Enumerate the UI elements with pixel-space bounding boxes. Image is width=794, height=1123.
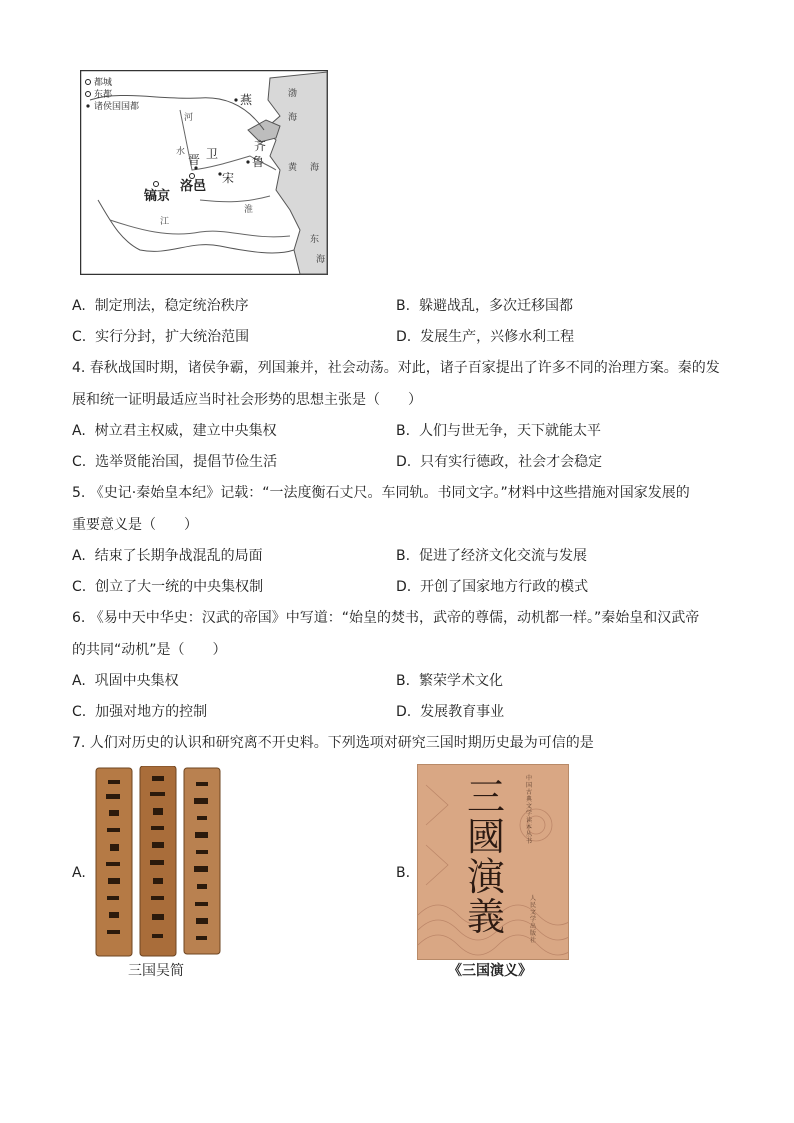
q3-option-d-letter: D. [396, 329, 412, 345]
q3-option-c[interactable] [72, 327, 249, 347]
label-huai: 淮 [244, 205, 254, 215]
q5-option-d-letter: D. [396, 579, 412, 595]
q5-option-b[interactable] [396, 546, 587, 566]
q5-option-c-letter: C. [72, 579, 87, 595]
label-qi: 齐 [254, 139, 267, 153]
label-jin: 晋 [188, 153, 201, 167]
label-bo: 渤 [288, 89, 298, 99]
q6-stem-line1: 6. 《易中天中华史：汉武的帝国》中写道：“始皇的焚书，武帝的尊儒，动机都一样。”秦始皇和汉武帝 [72, 610, 700, 626]
wu-bamboo-slips-image [92, 766, 224, 958]
cover-series-text: 中国古典文学读本丛书 [526, 775, 533, 845]
q7-option-b-letter[interactable]: B. [396, 865, 411, 881]
map-figure [80, 70, 328, 275]
label-lu: 鲁 [252, 155, 265, 169]
cover-title: 三國演義 [466, 775, 505, 939]
q3-option-a-letter: A. [72, 298, 86, 314]
q3-option-d[interactable] [396, 327, 574, 347]
legend-vassal-capital: 诸侯国国都 [94, 102, 140, 112]
q4-option-a-text: 树立君主权威，建立中央集权 [94, 423, 277, 439]
label-wei: 卫 [206, 147, 219, 161]
map-svg [80, 70, 328, 275]
q4-option-c-text: 选举贤能治国，提倡节俭生活 [95, 454, 278, 470]
q5-option-a-text: 结束了长期争战混乱的局面 [94, 548, 263, 564]
bamboo-slip-3 [184, 768, 220, 954]
q3-option-a[interactable] [72, 296, 249, 316]
q6-stem-line2: 的共同“动机”是（ ） [72, 642, 227, 658]
q6-option-c-text: 加强对地方的控制 [95, 704, 208, 720]
q7-option-a-letter[interactable]: A. [72, 865, 86, 881]
q4-stem-line2: 展和统一证明最适应当时社会形势的思想主张是（ ） [72, 392, 422, 408]
legend-east-capital: 东都 [94, 90, 113, 100]
label-shui: 水 [176, 147, 186, 157]
label-huang: 黄 [288, 163, 298, 173]
lu-dot [246, 160, 249, 163]
q3-option-c-letter: C. [72, 329, 87, 345]
q3-option-a-text: 制定刑法，稳定统治秩序 [94, 298, 249, 314]
q3-option-d-text: 发展生产，兴修水利工程 [420, 329, 575, 345]
label-dong: 东 [310, 235, 320, 245]
label-jiang: 江 [160, 217, 170, 227]
yan-dot [234, 98, 237, 101]
bamboo-slips-svg [92, 766, 224, 958]
label-bohai-hai: 海 [288, 113, 298, 123]
q6-option-a-text: 巩固中央集权 [94, 673, 179, 689]
q3-option-b-letter: B. [396, 298, 411, 314]
q3-option-b-text: 躲避战乱，多次迁移国都 [418, 298, 573, 314]
q5-option-d-text: 开创了国家地方行政的模式 [420, 579, 589, 595]
q6-option-d[interactable] [396, 702, 504, 722]
q5-option-a-letter: A. [72, 548, 86, 564]
q4-option-a[interactable] [72, 421, 277, 441]
q6-option-a-letter: A. [72, 673, 86, 689]
q3-option-c-text: 实行分封，扩大统治范围 [95, 329, 250, 345]
q6-option-b[interactable] [396, 671, 503, 691]
q6-option-d-letter: D. [396, 704, 412, 720]
q4-option-c[interactable] [72, 452, 277, 472]
sanguo-yanyi-cover-image [417, 764, 569, 960]
q5-stem-line2: 重要意义是（ ） [72, 517, 198, 533]
label-huanghai-hai: 海 [310, 163, 320, 173]
q7-option-a-caption: 三国吴简 [128, 963, 184, 979]
q4-option-b-letter: B. [396, 423, 411, 439]
q4-option-b-text: 人们与世无争，天下就能太平 [418, 423, 601, 439]
label-donghai-hai: 海 [316, 255, 326, 265]
q6-option-c[interactable] [72, 702, 207, 722]
q6-option-a[interactable] [72, 671, 179, 691]
q5-option-b-text: 促进了经济文化交流与发展 [418, 548, 587, 564]
q4-option-b[interactable] [396, 421, 601, 441]
q4-option-d-text: 只有实行德政，社会才会稳定 [420, 454, 603, 470]
q7-option-b-caption: 《三国演义》 [448, 963, 532, 979]
q5-option-c-text: 创立了大一统的中央集权制 [95, 579, 264, 595]
legend-vassal-symbol [86, 104, 89, 107]
q5-stem-line1: 5. 《史记·秦始皇本纪》记载：“一法度衡石丈尺。车同轨。书同文字。”材料中这些措施对国家发展的 [72, 485, 690, 501]
label-he: 河 [184, 113, 194, 123]
q4-option-d-letter: D. [396, 454, 412, 470]
q6-option-d-text: 发展教育事业 [420, 704, 505, 720]
q5-option-a[interactable] [72, 546, 263, 566]
q5-option-c[interactable] [72, 577, 263, 597]
q7-stem: 7. 人们对历史的认识和研究离不开史料。下列选项对研究三国时期历史最为可信的是 [72, 735, 594, 751]
label-song: 宋 [222, 171, 235, 185]
q6-option-b-text: 繁荣学术文化 [418, 673, 503, 689]
q5-option-b-letter: B. [396, 548, 411, 564]
label-yan: 燕 [240, 93, 253, 107]
label-luoyi: 洛邑 [180, 179, 207, 194]
label-haojing: 镐京 [144, 189, 171, 204]
legend-capital: 都城 [94, 78, 113, 88]
q4-option-c-letter: C. [72, 454, 87, 470]
q4-stem-line1: 4. 春秋战国时期，诸侯争霸，列国兼并，社会动荡。对此，诸子百家提出了许多不同的治理方案。秦的发 [72, 360, 720, 376]
q4-option-d[interactable] [396, 452, 602, 472]
cover-publisher: 人民文学出版社 [530, 895, 537, 944]
q5-option-d[interactable] [396, 577, 588, 597]
q6-option-c-letter: C. [72, 704, 87, 720]
q3-option-b[interactable] [396, 296, 573, 316]
q4-option-a-letter: A. [72, 423, 86, 439]
q6-option-b-letter: B. [396, 673, 411, 689]
